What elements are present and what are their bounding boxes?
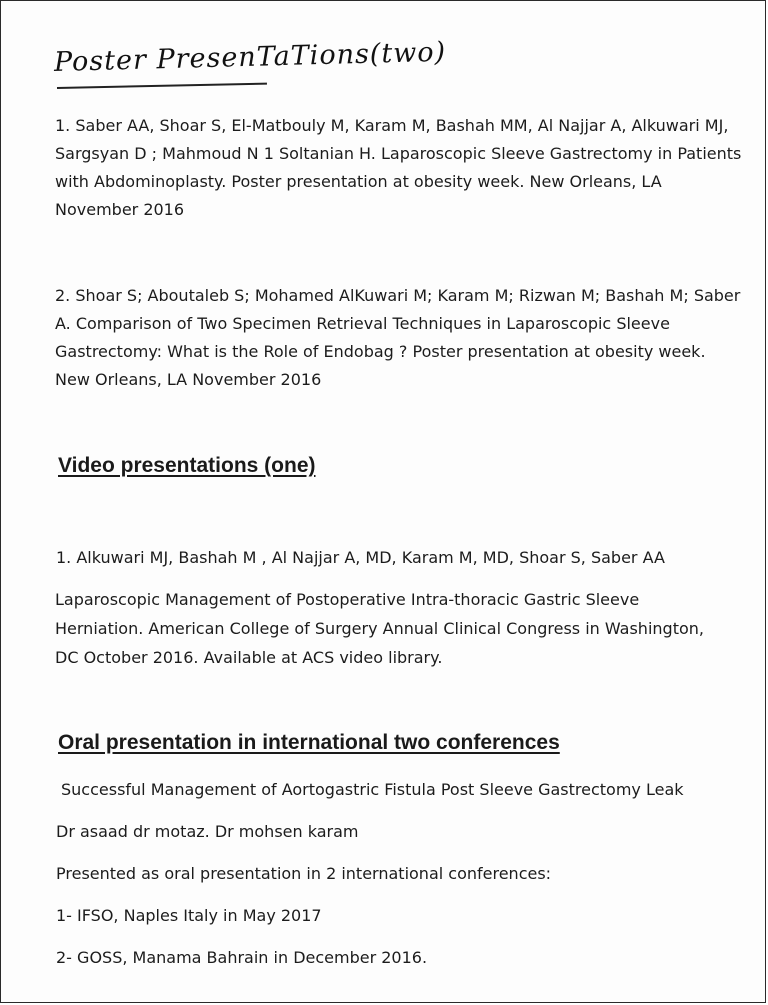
oral-conference-2: 2- GOSS, Manama Bahrain in December 2016.: [56, 948, 428, 967]
oral-intro: Presented as oral presentation in 2 international conferences:: [56, 864, 552, 883]
poster-item-2: 2. Shoar S; Aboutaleb S; Mohamed AlKuwari M; Karam M; Rizwan M; Bashah M; Saber A. Comparison of Two Specimen Retrieval Techniques in Laparoscopic Sleeve Gastrectomy: What is the Role of Endobag ? Poster presentation at obesity week. New Orleans, LA November 2016: [55, 286, 741, 389]
video-section-heading: Video presentations (one): [58, 454, 316, 477]
oral-conference-1: 1- IFSO, Naples Italy in May 2017: [56, 906, 322, 925]
oral-title: Successful Management of Aortogastric Fistula Post Sleeve Gastrectomy Leak: [61, 780, 684, 799]
video-authors: 1. Alkuwari MJ, Bashah M , Al Najjar A, MD, Karam M, MD, Shoar S, Saber AA: [56, 548, 665, 567]
title-underline: [57, 83, 267, 89]
oral-section-heading: Oral presentation in international two conferences: [58, 731, 560, 754]
poster-item-1: 1. Saber AA, Shoar S, El-Matbouly M, Karam M, Bashah MM, Al Najjar A, Alkuwari MJ, Sargsyan D ; Mahmoud N 1 Soltanian H. Laparoscopic Sleeve Gastrectomy in Patients with Abdominoplasty. Poster presentation at obesity week. New Orleans, LA November 2016: [55, 116, 742, 219]
video-description: Laparoscopic Management of Postoperative Intra-thoracic Gastric Sleeve Herniation. American College of Surgery Annual Clinical Congress in Washington, DC October 2016. Available at ACS video library.: [55, 590, 704, 667]
poster-section-title: Poster PresenTaTions(two): [53, 36, 447, 78]
oral-authors: Dr asaad dr motaz. Dr mohsen karam: [56, 822, 359, 841]
